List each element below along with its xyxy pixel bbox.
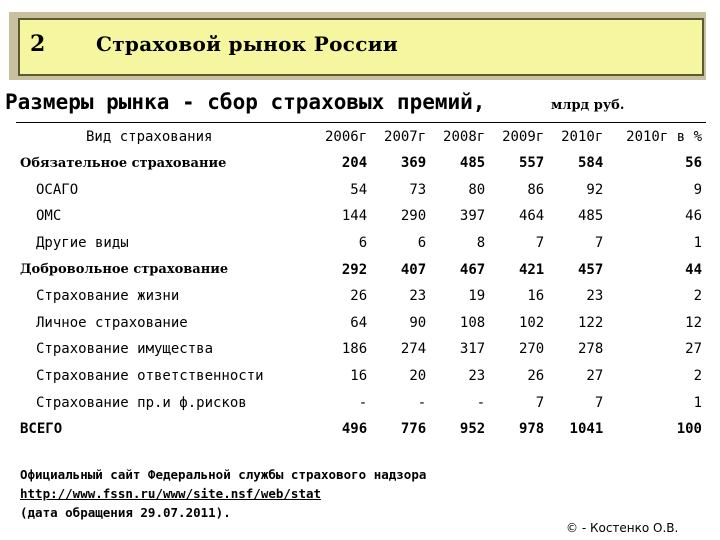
table-row [16, 283, 706, 310]
cell: 204 [341, 155, 368, 172]
table-row [16, 230, 706, 257]
cell: 73 [409, 181, 427, 198]
cell: 2 [693, 288, 702, 305]
cell: 464 [518, 208, 545, 225]
table-row [16, 203, 706, 230]
table-row [16, 256, 706, 283]
cell: 46 [685, 208, 702, 225]
cell: 23 [468, 368, 486, 385]
cell: 292 [341, 261, 368, 278]
cell: 9 [693, 181, 702, 198]
row-label: Страхование имущества [36, 341, 214, 358]
row-label: Другие виды [36, 235, 129, 252]
cell: - [358, 394, 368, 411]
cell: 290 [400, 208, 427, 225]
column-header: 2010г [561, 128, 604, 145]
cell: 278 [577, 341, 604, 358]
cell: 44 [685, 261, 702, 278]
cell: 108 [459, 314, 486, 331]
cell: 27 [685, 341, 702, 358]
copyright: © - Костенко О.В. [566, 521, 679, 535]
slide-number: 2 [30, 31, 46, 57]
cell: 457 [577, 261, 604, 278]
cell: 1041 [569, 421, 604, 438]
column-header: 2010г в % [626, 128, 702, 145]
table-heading: Размеры рынка - сбор страховых премий, [5, 90, 486, 114]
row-label: ВСЕГО [20, 421, 63, 438]
subtitle-row [0, 88, 720, 122]
cell: 23 [586, 288, 604, 305]
cell: 485 [459, 155, 486, 172]
source-link[interactable]: http://www.fssn.ru/www/site.nsf/web/stat [20, 486, 322, 501]
table-row-total [16, 416, 706, 443]
cell: 80 [468, 181, 486, 198]
cell: 20 [409, 368, 427, 385]
cell: 56 [685, 155, 702, 172]
cell: 122 [577, 314, 604, 331]
cell: 7 [535, 394, 545, 411]
unit-label: млрд руб. [551, 98, 625, 113]
cell: 397 [459, 208, 486, 225]
cell: 557 [518, 155, 545, 172]
insurance-market-table [16, 122, 706, 449]
cell: 7 [535, 235, 545, 252]
column-header: 2007г [384, 128, 427, 145]
column-header: 2008г [443, 128, 486, 145]
cell: 369 [400, 155, 427, 172]
cell: 64 [350, 314, 368, 331]
cell: 90 [409, 314, 427, 331]
cell: 16 [527, 288, 545, 305]
cell: 12 [685, 314, 702, 331]
cell: 6 [417, 235, 427, 252]
row-label: Личное страхование [36, 314, 188, 331]
cell: 7 [594, 235, 604, 252]
cell: 16 [350, 368, 368, 385]
cell: 776 [400, 421, 427, 438]
row-label: Обязательное страхование [20, 155, 227, 171]
cell: - [417, 394, 427, 411]
cell: 584 [577, 155, 604, 172]
cell: 421 [518, 261, 545, 278]
table-row [16, 310, 706, 337]
source-text: Официальный сайт Федеральной службы страхового надзора [20, 467, 427, 482]
cell: 27 [586, 368, 604, 385]
table-row [16, 389, 706, 416]
row-label: Добровольное страхование [20, 262, 229, 278]
access-date: (дата обращения 29.07.2011). [20, 505, 231, 520]
cell: 23 [409, 288, 427, 305]
cell: 407 [400, 261, 427, 278]
table-row [16, 336, 706, 363]
slide-title: Страховой рынок России [96, 32, 398, 56]
cell: 86 [527, 181, 545, 198]
source-footer [20, 465, 620, 522]
column-header: 2006г [324, 128, 368, 145]
cell: 274 [400, 341, 427, 358]
cell: 952 [459, 421, 486, 438]
cell: 19 [468, 288, 486, 305]
table-header-row [16, 123, 706, 150]
cell: - [476, 394, 486, 411]
cell: 144 [341, 208, 368, 225]
cell: 186 [341, 341, 368, 358]
cell: 1 [693, 235, 702, 252]
column-header: 2009г [502, 128, 545, 145]
cell: 102 [518, 314, 545, 331]
row-label: Страхование пр.и ф.рисков [36, 394, 247, 411]
row-label: ОСАГО [36, 181, 79, 198]
cell: 485 [577, 208, 604, 225]
row-label: ОМС [36, 208, 62, 225]
cell: 270 [518, 341, 545, 358]
cell: 100 [676, 421, 702, 438]
row-label: Страхование жизни [36, 288, 180, 305]
cell: 2 [693, 368, 702, 385]
table-row [16, 150, 706, 177]
table-row [16, 177, 706, 204]
cell: 317 [459, 341, 486, 358]
cell: 6 [358, 235, 368, 252]
cell: 7 [594, 394, 604, 411]
cell: 467 [459, 261, 486, 278]
column-header: Вид страхования [86, 128, 213, 145]
cell: 26 [350, 288, 368, 305]
cell: 496 [341, 421, 368, 438]
table-row [16, 363, 706, 390]
cell: 978 [518, 421, 545, 438]
cell: 1 [693, 394, 702, 411]
cell: 26 [527, 368, 545, 385]
cell: 54 [350, 181, 368, 198]
row-label: Страхование ответственности [36, 368, 264, 385]
cell: 8 [476, 235, 486, 252]
cell: 92 [586, 181, 604, 198]
